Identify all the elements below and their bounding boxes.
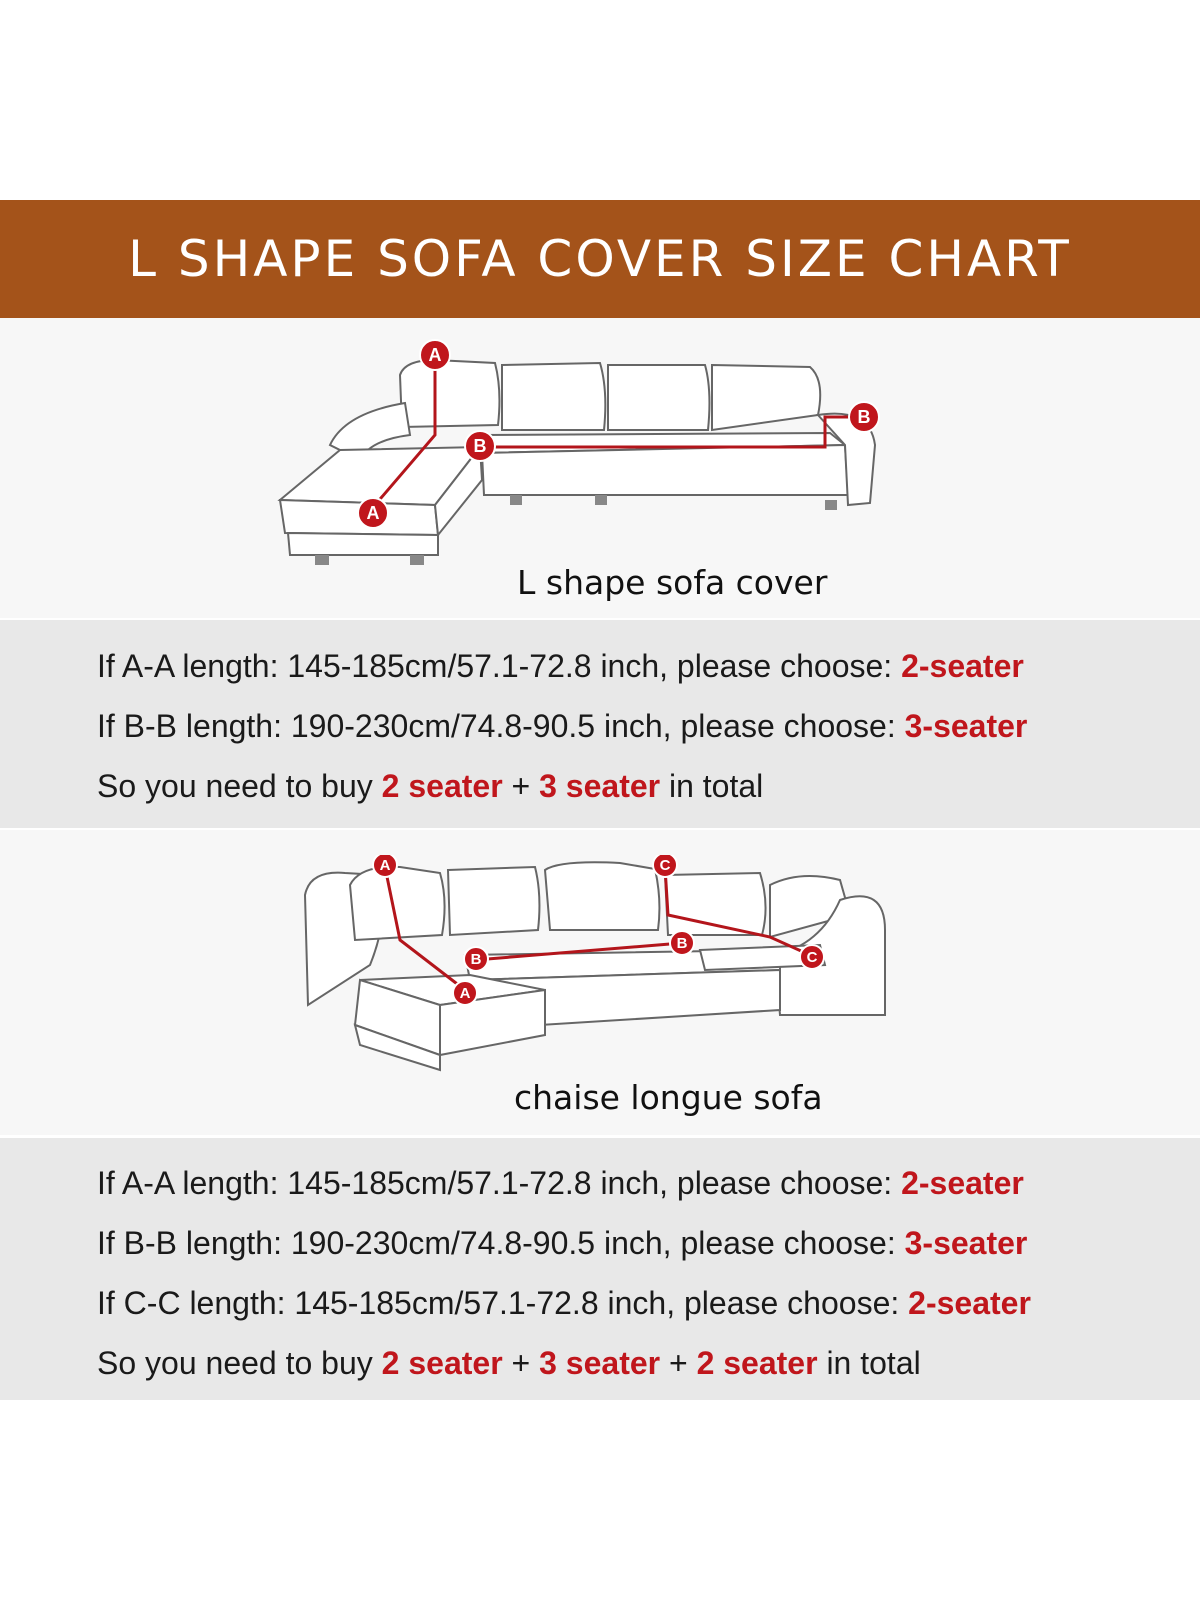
seater-choice: 2-seater xyxy=(908,1285,1031,1321)
info-text: If B-B length: 190-230cm/74.8-90.5 inch, please choose: xyxy=(97,708,905,744)
total-prefix: So you need to buy xyxy=(97,1345,382,1381)
total-item: 2 seater xyxy=(696,1345,818,1381)
info-line-a xyxy=(97,648,1024,685)
info-text: If C-C length: 145-185cm/57.1-72.8 inch, please choose: xyxy=(97,1285,909,1321)
info-line-c xyxy=(97,1285,1031,1322)
seater-choice: 3-seater xyxy=(904,708,1028,744)
header-banner xyxy=(0,200,1200,318)
marker-label: C xyxy=(659,857,671,874)
page-title: L SHAPE SOFA COVER SIZE CHART xyxy=(128,230,1072,288)
marker-label: A xyxy=(366,503,380,523)
l-shape-sofa-illustration xyxy=(270,335,910,575)
plus: + xyxy=(502,1345,540,1381)
marker-label: A xyxy=(379,857,391,874)
seater-choice: 2-seater xyxy=(901,648,1024,684)
plus: + xyxy=(660,1345,697,1381)
marker-label: B xyxy=(857,407,871,427)
marker-label: C xyxy=(806,949,818,966)
total-item: 2 seater xyxy=(381,1345,503,1381)
seater-choice: 2-seater xyxy=(901,1165,1024,1201)
total-prefix: So you need to buy xyxy=(97,768,382,804)
total-suffix: in total xyxy=(817,1345,921,1381)
chaise-caption: chaise longue sofa xyxy=(514,1078,823,1117)
total-suffix: in total xyxy=(660,768,764,804)
marker-label: B xyxy=(470,951,482,968)
plus: + xyxy=(502,768,540,804)
info-text: If A-A length: 145-185cm/57.1-72.8 inch, please choose: xyxy=(97,1165,902,1201)
total-line xyxy=(97,1345,921,1382)
seater-choice: 3-seater xyxy=(904,1225,1028,1261)
chaise-longue-sofa-illustration xyxy=(300,855,910,1090)
marker-label: B xyxy=(473,436,487,456)
marker-label: B xyxy=(676,935,688,952)
l-shape-caption: L shape sofa cover xyxy=(517,563,828,602)
info-line-b xyxy=(97,708,1027,745)
info-text: If B-B length: 190-230cm/74.8-90.5 inch, please choose: xyxy=(97,1225,905,1261)
marker-label: A xyxy=(428,345,442,365)
total-item: 3 seater xyxy=(539,768,661,804)
info-line-b xyxy=(97,1225,1027,1262)
total-line xyxy=(97,768,763,805)
info-text: If A-A length: 145-185cm/57.1-72.8 inch, please choose: xyxy=(97,648,902,684)
info-line-a xyxy=(97,1165,1024,1202)
marker-label: A xyxy=(459,985,471,1002)
total-item: 3 seater xyxy=(539,1345,661,1381)
total-item: 2 seater xyxy=(381,768,503,804)
